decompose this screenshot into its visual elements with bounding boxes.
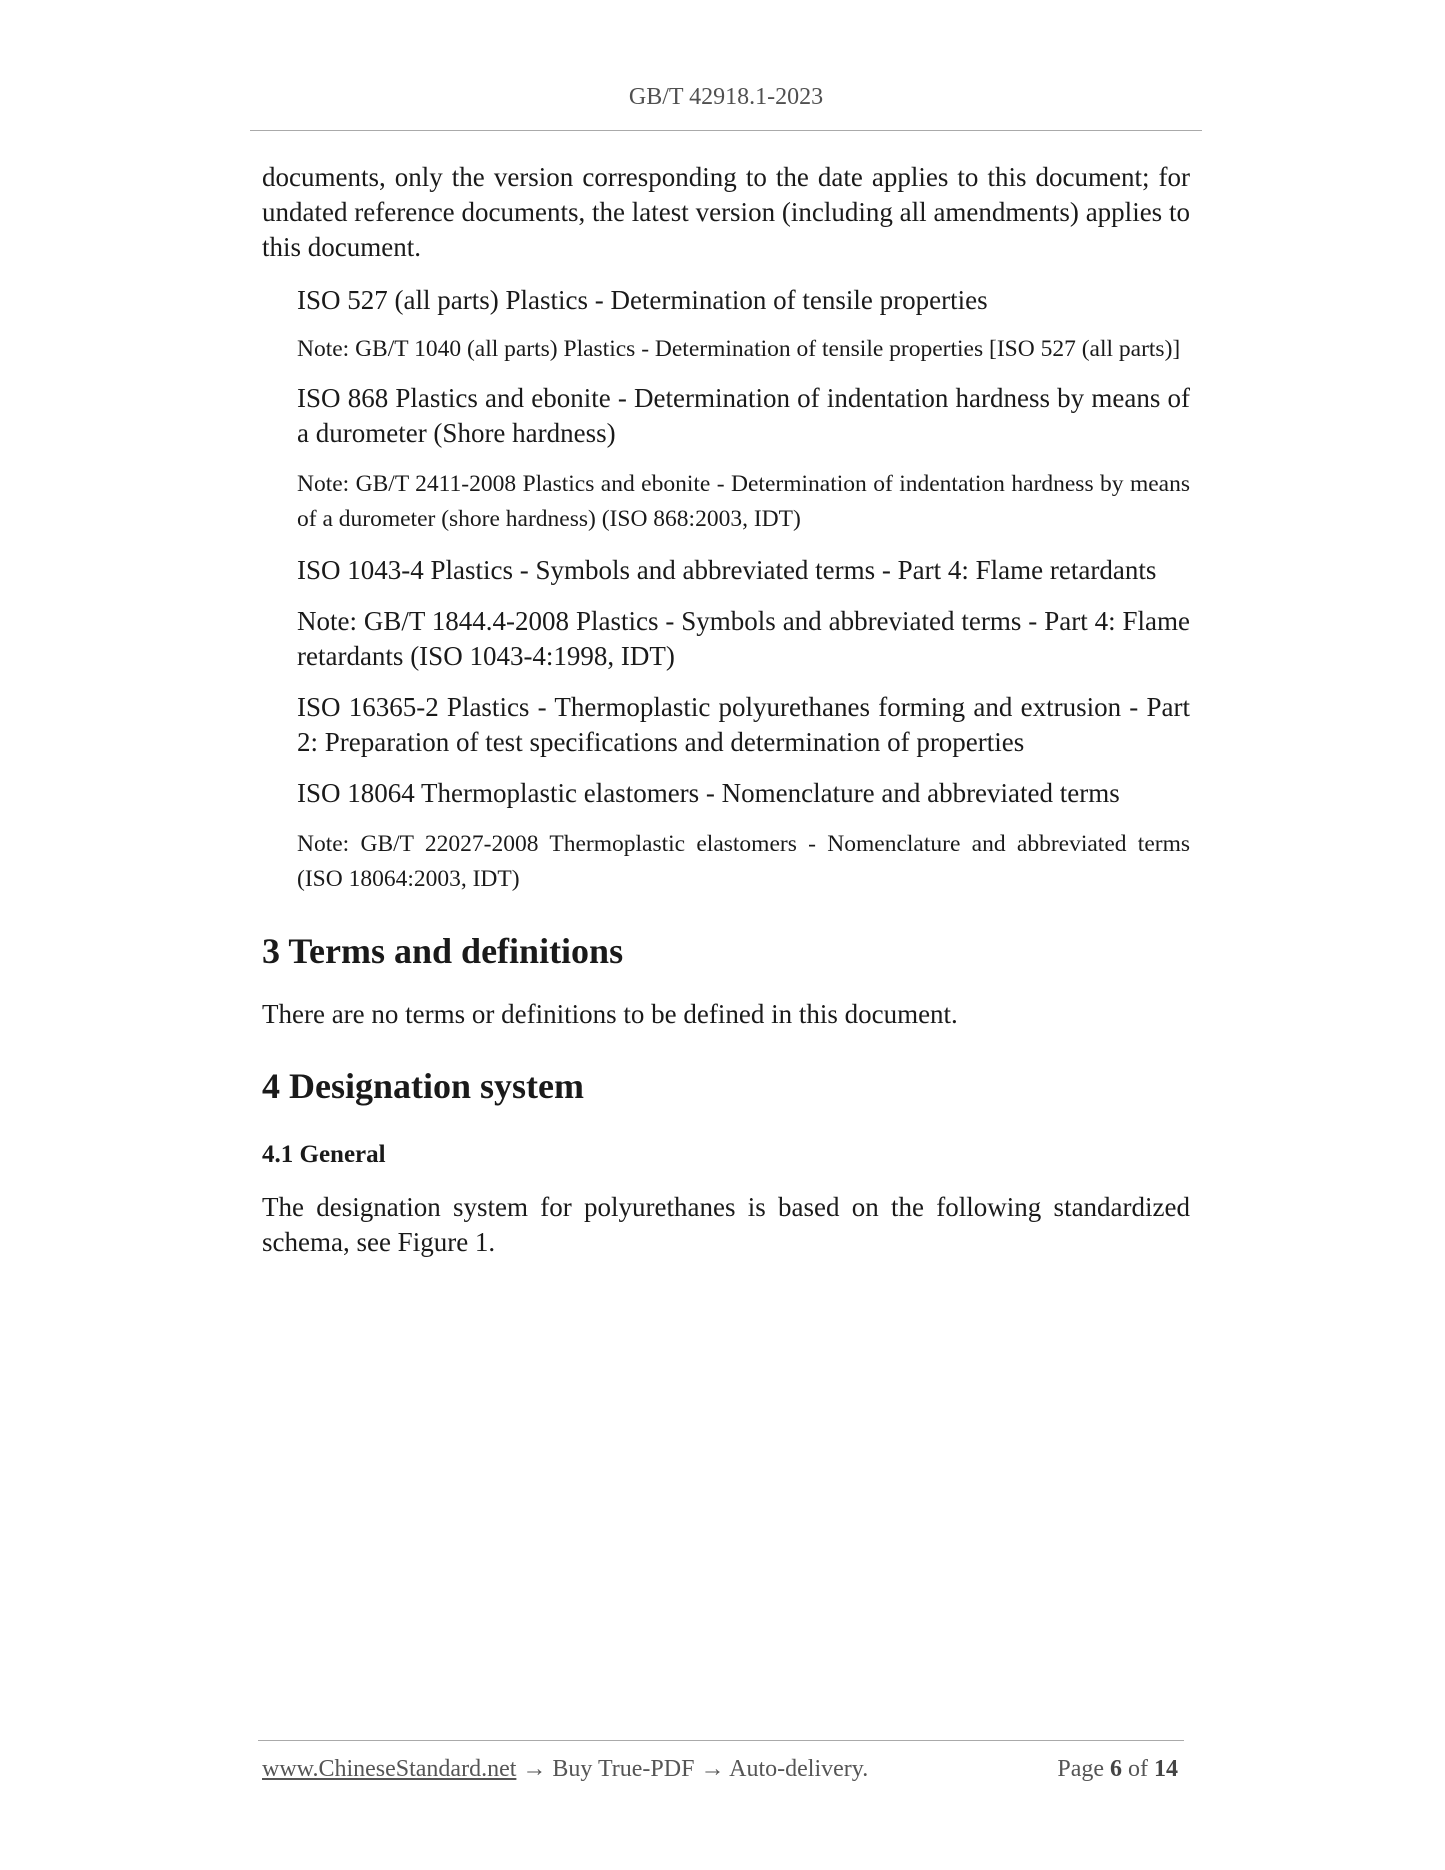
footer-divider — [258, 1740, 1184, 1741]
section-3-text: There are no terms or definitions to be defined in this document. — [262, 999, 958, 1029]
page-footer — [262, 1756, 1178, 1783]
footer-links — [262, 1756, 868, 1783]
section-3-heading: 3 Terms and definitions — [262, 931, 624, 971]
note-gbt-1040: Note: GB/T 1040 (all parts) Plastics - Determination of tensile properties [ISO 527 (all parts)] — [297, 336, 1181, 362]
page-indicator — [1057, 1756, 1178, 1783]
note-gbt-2411: Note: GB/T 2411-2008 Plastics and ebonite - Determination of indentation hardness by means of a durometer (shore hardness) (ISO 868:2003, IDT) — [297, 471, 1190, 532]
section-4-1-text: The designation system for polyurethanes is based on the following standardized schema, see Figure 1. — [262, 1192, 1190, 1257]
section-4-1-heading: 4.1 General — [262, 1141, 386, 1168]
reference-iso-868: ISO 868 Plastics and ebonite - Determination of indentation hardness by means of a durometer (Shore hardness) — [297, 383, 1190, 448]
page-total: 14 — [1154, 1756, 1178, 1782]
note-gbt-22027: Note: GB/T 22027-2008 Thermoplastic elastomers - Nomenclature and abbreviated terms (ISO 18064:2003, IDT) — [297, 831, 1190, 892]
arrow-right-icon: → — [700, 1756, 725, 1782]
page-current: 6 — [1110, 1756, 1122, 1782]
header-divider — [250, 130, 1202, 131]
page-label: Page — [1057, 1756, 1104, 1782]
note-gbt-1844-4: Note: GB/T 1844.4-2008 Plastics - Symbols and abbreviated terms - Part 4: Flame retardants (ISO 1043-4:1998, IDT) — [297, 606, 1190, 671]
reference-iso-527: ISO 527 (all parts) Plastics - Determination of tensile properties — [297, 285, 988, 315]
buy-true-pdf-text: Buy True-PDF — [552, 1756, 695, 1782]
section-4-heading: 4 Designation system — [262, 1066, 584, 1106]
reference-iso-18064: ISO 18064 Thermoplastic elastomers - Nomenclature and abbreviated terms — [297, 778, 1120, 808]
document-header-id: GB/T 42918.1-2023 — [628, 84, 824, 110]
reference-iso-1043-4: ISO 1043-4 Plastics - Symbols and abbreviated terms - Part 4: Flame retardants — [297, 555, 1157, 585]
page-of-label: of — [1128, 1756, 1148, 1782]
arrow-right-icon: → — [522, 1756, 547, 1782]
document-body — [262, 160, 1190, 1260]
auto-delivery-text: Auto-delivery. — [729, 1756, 869, 1782]
chinesestandard-link[interactable]: www.ChineseStandard.net — [262, 1756, 517, 1782]
intro-paragraph: documents, only the version corresponding to the date applies to this document; for undated reference documents, the latest version (including all amendments) applies to this document. — [262, 162, 1190, 262]
reference-iso-16365-2: ISO 16365-2 Plastics - Thermoplastic polyurethanes forming and extrusion - Part 2: Preparation of test specifications and determination of properties — [297, 692, 1190, 757]
